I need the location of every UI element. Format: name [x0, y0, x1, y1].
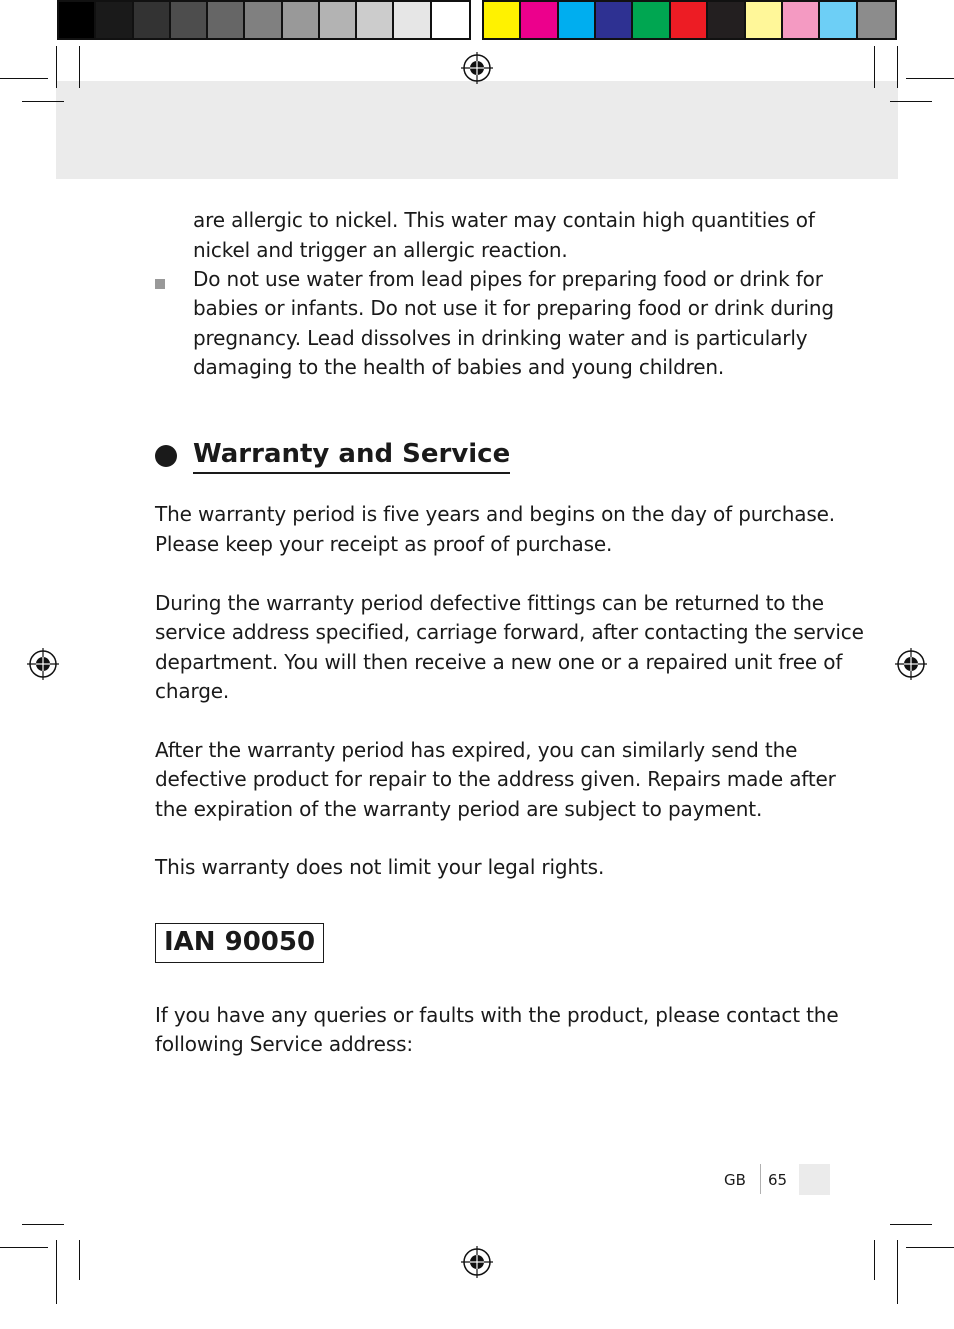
footer-language: GB [724, 1171, 746, 1189]
color-swatch [633, 2, 670, 38]
crop-mark [22, 101, 64, 102]
contact-line: following Service address: [155, 1032, 413, 1056]
bullet-square-icon [155, 279, 165, 289]
footer-separator [760, 1164, 761, 1194]
crop-mark [56, 1240, 57, 1304]
bullet-item-line: babies or infants. Do not use it for preparing food or drink during [193, 296, 834, 320]
ian-label: IAN 90050 [155, 923, 324, 963]
color-swatch [208, 2, 245, 38]
crop-mark [0, 78, 48, 79]
color-swatch [394, 2, 431, 38]
crop-mark [897, 46, 898, 88]
crop-mark [906, 78, 954, 79]
color-swatch [521, 2, 558, 38]
crop-mark [906, 1247, 954, 1248]
section-heading [155, 438, 510, 474]
crop-mark [79, 1240, 80, 1280]
crop-mark [890, 101, 932, 102]
crop-mark [56, 46, 57, 88]
color-swatch [820, 2, 857, 38]
page-number: 65 [768, 1171, 788, 1189]
registration-mark-icon [461, 52, 493, 84]
color-swatch [134, 2, 171, 38]
gray-swatch-bar [57, 0, 471, 40]
crop-mark [890, 1224, 932, 1225]
crop-mark [897, 1240, 898, 1304]
continued-line: nickel and trigger an allergic reaction. [193, 238, 568, 262]
paragraph-line: After the warranty period has expired, you can similarly send the [155, 738, 798, 762]
paragraph-line: department. You will then receive a new one or a repaired unit free of [155, 650, 843, 674]
bullet-item-line: damaging to the health of babies and young children. [193, 355, 725, 379]
color-swatch [484, 2, 521, 38]
color-swatch [96, 2, 133, 38]
crop-mark [874, 1240, 875, 1280]
color-swatch [596, 2, 633, 38]
color-swatch [245, 2, 282, 38]
registration-mark-icon [895, 648, 927, 680]
bullet-item-line: pregnancy. Lead dissolves in drinking water and is particularly [193, 326, 808, 350]
paragraph-line: defective product for repair to the address given. Repairs made after [155, 767, 836, 791]
paragraph-line: Please keep your receipt as proof of purchase. [155, 532, 613, 556]
continued-line: are allergic to nickel. This water may contain high quantities of [193, 208, 815, 232]
color-swatch [708, 2, 745, 38]
color-swatch [858, 2, 895, 38]
crop-mark [0, 1247, 48, 1248]
paragraph-line: The warranty period is five years and begins on the day of purchase. [155, 502, 836, 526]
paragraph-line: This warranty does not limit your legal rights. [155, 855, 605, 879]
bullet-item-line: Do not use water from lead pipes for preparing food or drink for [193, 267, 823, 291]
paragraph-line: the expiration of the warranty period are subject to payment. [155, 797, 763, 821]
color-swatch [783, 2, 820, 38]
paragraph-line: service address specified, carriage forward, after contacting the service [155, 620, 864, 644]
color-swatch [171, 2, 208, 38]
contact-line: If you have any queries or faults with the product, please contact the [155, 1003, 839, 1027]
paragraph-line: charge. [155, 679, 230, 703]
color-swatch [559, 2, 596, 38]
color-swatch-bar [482, 0, 897, 40]
color-swatch [432, 2, 469, 38]
color-swatch [357, 2, 394, 38]
color-swatch [671, 2, 708, 38]
color-swatch [320, 2, 357, 38]
paragraph-line: During the warranty period defective fittings can be returned to the [155, 591, 824, 615]
section-bullet-icon [155, 445, 177, 467]
crop-mark [22, 1224, 64, 1225]
footer-tab-marker [799, 1164, 830, 1195]
color-swatch [746, 2, 783, 38]
registration-mark-icon [461, 1246, 493, 1278]
registration-mark-icon [27, 648, 59, 680]
crop-mark [874, 46, 875, 88]
color-swatch [283, 2, 320, 38]
color-swatch [59, 2, 96, 38]
header-band [56, 81, 898, 179]
section-title: Warranty and Service [193, 438, 510, 474]
crop-mark [79, 46, 80, 88]
